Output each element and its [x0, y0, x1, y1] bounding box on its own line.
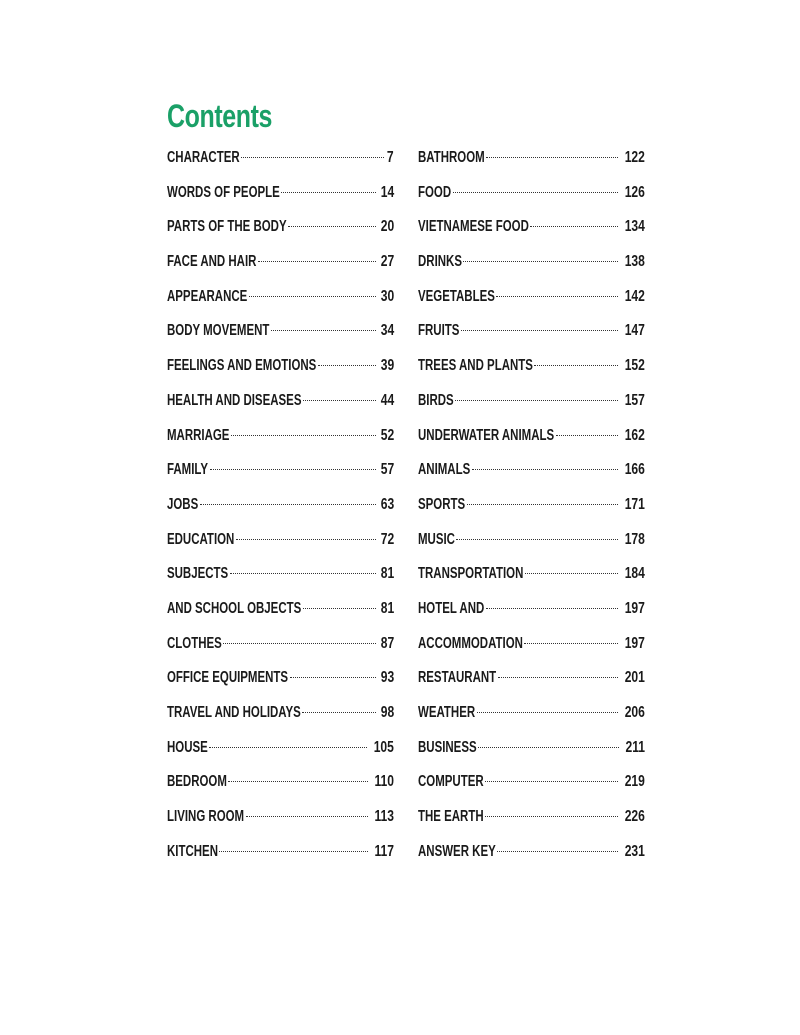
- toc-entry-label: MARRIAGE: [167, 426, 230, 444]
- toc-entry[interactable]: [167, 736, 394, 771]
- toc-entry-page-number: 27: [380, 253, 394, 271]
- toc-entry-page-number: 87: [380, 634, 394, 652]
- toc-entry-label: TRAVEL AND HOLIDAYS: [167, 704, 301, 721]
- toc-entry-page-number: 110: [374, 773, 394, 791]
- toc-entry-label-wrap: [418, 562, 524, 586]
- toc-entry-page-number: 52: [380, 426, 394, 444]
- toc-entry-page-number: 197: [624, 634, 645, 652]
- toc-entry-label-wrap: [167, 181, 280, 205]
- toc-entry[interactable]: [167, 146, 394, 181]
- toc-entry-label: HEALTH AND DISEASES: [167, 391, 302, 409]
- toc-dot-leader: [530, 226, 618, 227]
- toc-entry-label: FRUITS: [418, 322, 460, 340]
- toc-dot-leader: [228, 781, 368, 782]
- toc-dot-leader: [249, 296, 376, 297]
- toc-entry-label-wrap: [167, 632, 222, 656]
- toc-entry-label-wrap: [418, 215, 529, 239]
- toc-entry[interactable]: [167, 528, 394, 563]
- toc-entry-label: LIVING ROOM: [167, 808, 245, 826]
- toc-entry-label-wrap: [418, 493, 466, 517]
- toc-entry-label-wrap: [418, 389, 454, 413]
- toc-dot-leader: [524, 643, 618, 644]
- toc-entry-page-number: 134: [624, 218, 645, 236]
- toc-entry-label: WORDS OF PEOPLE: [167, 183, 280, 201]
- toc-entry-label-wrap: [418, 805, 484, 829]
- toc-entry[interactable]: [418, 354, 645, 389]
- toc-entry-page-number: 197: [624, 599, 645, 617]
- toc-entry-page-number: 113: [374, 808, 394, 826]
- toc-entry-label-wrap: [418, 597, 485, 621]
- toc-dot-leader: [209, 747, 367, 748]
- toc-dot-leader: [456, 539, 618, 540]
- toc-entry[interactable]: [418, 181, 645, 216]
- toc-entry-label-wrap: [418, 250, 462, 274]
- toc-entry-label: ANIMALS: [418, 461, 471, 479]
- page-title: Contents: [167, 98, 273, 134]
- toc-entry-label-wrap: [418, 146, 485, 170]
- toc-entry-page-number: 81: [380, 599, 394, 617]
- toc-entry[interactable]: [167, 597, 394, 632]
- toc-entry[interactable]: [418, 770, 645, 805]
- toc-dot-leader: [303, 400, 376, 401]
- toc-entry-page-number: 162: [624, 426, 645, 444]
- toc-entry-label: BATHROOM: [418, 149, 485, 166]
- toc-entry[interactable]: [167, 493, 394, 528]
- toc-dot-leader: [467, 504, 618, 505]
- toc-dot-leader: [477, 712, 618, 713]
- toc-entry[interactable]: [418, 493, 645, 528]
- toc-dot-leader: [461, 330, 618, 331]
- toc-entry-label: VIETNAMESE FOOD: [418, 218, 529, 236]
- toc-entry[interactable]: [167, 805, 394, 840]
- toc-dot-leader: [290, 677, 376, 678]
- toc-dot-leader: [498, 677, 618, 678]
- toc-entry-label: BODY MOVEMENT: [167, 322, 270, 340]
- toc-entry-page-number: 44: [380, 391, 394, 409]
- toc-entry-page-number: 219: [624, 773, 645, 791]
- toc-entry-page-number: 201: [624, 669, 645, 687]
- toc-entry-label-wrap: [418, 319, 460, 343]
- toc-entry-label-wrap: [167, 250, 257, 274]
- toc-entry-page-number: 157: [624, 391, 645, 409]
- toc-entry[interactable]: [418, 840, 645, 875]
- toc-entry[interactable]: [418, 528, 645, 563]
- toc-dot-leader: [485, 816, 618, 817]
- toc-entry-label: RESTAURANT: [418, 669, 497, 687]
- toc-entry-label: VEGETABLES: [418, 287, 495, 305]
- toc-entry[interactable]: [167, 458, 394, 493]
- toc-entry-label: CLOTHES: [167, 634, 222, 652]
- toc-dot-leader: [236, 539, 376, 540]
- toc-entry-label-wrap: [167, 666, 289, 690]
- toc-right-column: [418, 146, 645, 874]
- toc-entry-page-number: 93: [380, 669, 394, 687]
- toc-dot-leader: [497, 851, 618, 852]
- toc-entry-label: JOBS: [167, 495, 199, 513]
- toc-entry[interactable]: [418, 701, 645, 736]
- toc-entry-label: SUBJECTS: [167, 565, 229, 583]
- toc-entry-label: HOTEL AND: [418, 599, 485, 617]
- toc-entry-page-number: 7: [387, 149, 394, 166]
- toc-entry[interactable]: [418, 146, 645, 181]
- toc-entry[interactable]: [418, 389, 645, 424]
- toc-entry-label-wrap: [418, 285, 495, 309]
- toc-entry-page-number: 30: [380, 287, 394, 305]
- toc-dot-leader: [478, 747, 619, 748]
- toc-entry-label: PARTS OF THE BODY: [167, 218, 287, 236]
- toc-entry[interactable]: [167, 389, 394, 424]
- toc-entry-label: CHARACTER: [167, 149, 240, 166]
- toc-dot-leader: [288, 226, 376, 227]
- toc-entry-label: WEATHER: [418, 704, 476, 721]
- toc-entry[interactable]: [167, 181, 394, 216]
- toc-entry[interactable]: [418, 285, 645, 320]
- toc-entry-page-number: 105: [373, 738, 394, 756]
- toc-entry-label-wrap: [167, 805, 245, 829]
- toc-entry-label: BUSINESS: [418, 738, 477, 756]
- toc-dot-leader: [303, 608, 376, 609]
- toc-entry[interactable]: [167, 562, 394, 597]
- toc-entry[interactable]: [418, 736, 645, 771]
- toc-entry-label: FOOD: [418, 183, 452, 201]
- toc-entry-page-number: 98: [380, 704, 394, 721]
- toc-entry[interactable]: [167, 285, 394, 320]
- toc-entry-page-number: 39: [380, 357, 394, 375]
- toc-entry-page-number: 206: [624, 704, 645, 721]
- toc-entry-label: HOUSE: [167, 738, 208, 756]
- toc-entry-label-wrap: [167, 354, 317, 378]
- toc-entry-label-wrap: [167, 146, 240, 170]
- toc-entry-label: ANSWER KEY: [418, 842, 496, 860]
- toc-entry-label: UNDERWATER ANIMALS: [418, 426, 555, 444]
- toc-entry-label-wrap: [418, 632, 523, 656]
- toc-entry-label-wrap: [418, 458, 471, 482]
- toc-entry-label: TRANSPORTATION: [418, 565, 524, 583]
- toc-entry-label-wrap: [418, 770, 484, 794]
- toc-entry[interactable]: [418, 805, 645, 840]
- toc-entry[interactable]: [418, 597, 645, 632]
- toc-entry-page-number: 178: [624, 530, 645, 548]
- toc-dot-leader: [455, 400, 618, 401]
- toc-dot-leader: [486, 608, 618, 609]
- toc-entry-page-number: 226: [624, 808, 645, 826]
- toc-entry-label: APPEARANCE: [167, 287, 248, 305]
- toc-dot-leader: [230, 573, 376, 574]
- toc-entry-label: AND SCHOOL OBJECTS: [167, 599, 302, 617]
- toc-entry[interactable]: [167, 770, 394, 805]
- toc-entry[interactable]: [418, 458, 645, 493]
- toc-dot-leader: [463, 261, 618, 262]
- toc-entry-label-wrap: [167, 215, 287, 239]
- toc-entry-page-number: 142: [624, 287, 645, 305]
- toc-dot-leader: [486, 157, 618, 158]
- toc-entry-page-number: 14: [380, 183, 394, 201]
- toc-entry-label: KITCHEN: [167, 842, 218, 860]
- toc-entry[interactable]: [167, 666, 394, 701]
- toc-entry-page-number: 152: [624, 357, 645, 375]
- toc-entry[interactable]: [418, 250, 645, 285]
- toc-entry-label-wrap: [418, 424, 555, 448]
- toc-entry-label-wrap: [167, 562, 229, 586]
- toc-entry-label-wrap: [418, 181, 452, 205]
- toc-entry-label: FEELINGS AND EMOTIONS: [167, 357, 317, 375]
- toc-entry-page-number: 147: [624, 322, 645, 340]
- toc-entry-label: MUSIC: [418, 530, 455, 548]
- toc-dot-leader: [556, 435, 618, 436]
- toc-entry-label: BIRDS: [418, 391, 454, 409]
- toc-dot-leader: [525, 573, 618, 574]
- toc-entry-page-number: 231: [624, 842, 645, 860]
- toc-entry-label: SPORTS: [418, 495, 466, 513]
- toc-entry-page-number: 72: [380, 530, 394, 548]
- toc-entry-page-number: 20: [380, 218, 394, 236]
- toc-entry-label-wrap: [167, 701, 301, 725]
- toc-dot-leader: [271, 330, 376, 331]
- toc-entry-label: FAMILY: [167, 461, 209, 479]
- toc-entry-label: THE EARTH: [418, 808, 484, 826]
- toc-entry-label: FACE AND HAIR: [167, 253, 257, 271]
- toc-dot-leader: [485, 781, 618, 782]
- toc-entry-page-number: 122: [624, 149, 645, 166]
- toc-dot-leader: [318, 365, 376, 366]
- toc-entry-label-wrap: [167, 458, 209, 482]
- toc-entry-label: ACCOMMODATION: [418, 634, 523, 652]
- toc-entry-label-wrap: [418, 666, 497, 690]
- toc-entry-label: COMPUTER: [418, 773, 484, 791]
- toc-entry-label-wrap: [167, 528, 235, 552]
- toc-dot-leader: [246, 816, 368, 817]
- toc-entry-label-wrap: [167, 319, 270, 343]
- toc-entry-page-number: 117: [374, 842, 394, 860]
- toc-entry[interactable]: [418, 562, 645, 597]
- toc-entry-label-wrap: [167, 770, 227, 794]
- toc-entry-label: BEDROOM: [167, 773, 227, 791]
- toc-entry-page-number: 138: [624, 253, 645, 271]
- toc-dot-leader: [281, 192, 376, 193]
- toc-dot-leader: [219, 851, 368, 852]
- toc-entry-page-number: 211: [625, 738, 645, 756]
- toc-dot-leader: [534, 365, 618, 366]
- toc-entry[interactable]: [167, 701, 394, 736]
- toc-entry[interactable]: [418, 424, 645, 459]
- toc-entry-label-wrap: [167, 424, 230, 448]
- toc-entry[interactable]: [418, 632, 645, 667]
- toc-entry-page-number: 34: [380, 322, 394, 340]
- toc-entry-page-number: 184: [624, 565, 645, 583]
- toc-entry-label-wrap: [167, 285, 248, 309]
- toc-dot-leader: [223, 643, 376, 644]
- toc-dot-leader: [210, 469, 376, 470]
- toc-entry-label-wrap: [167, 389, 302, 413]
- toc-dot-leader: [453, 192, 618, 193]
- toc-entry-label-wrap: [167, 736, 208, 760]
- toc-entry-label-wrap: [418, 736, 477, 760]
- toc-entry-page-number: 166: [624, 461, 645, 479]
- toc-entry-page-number: 57: [380, 461, 394, 479]
- toc-entry-label-wrap: [167, 597, 302, 621]
- toc-dot-leader: [472, 469, 618, 470]
- toc-dot-leader: [258, 261, 376, 262]
- toc-entry[interactable]: [167, 632, 394, 667]
- toc-entry[interactable]: [167, 250, 394, 285]
- toc-entry-label-wrap: [418, 840, 496, 864]
- toc-entry-label-wrap: [418, 701, 476, 725]
- toc-entry-page-number: 171: [624, 495, 645, 513]
- toc-entry[interactable]: [418, 666, 645, 701]
- toc-entry-label: DRINKS: [418, 253, 462, 271]
- toc-entry[interactable]: [167, 319, 394, 354]
- toc-entry-label-wrap: [167, 493, 199, 517]
- toc-left-column: [167, 146, 394, 874]
- toc-entry[interactable]: [418, 215, 645, 250]
- toc-entry-label: OFFICE EQUIPMENTS: [167, 669, 289, 687]
- toc-entry[interactable]: [167, 424, 394, 459]
- toc-dot-leader: [241, 157, 384, 158]
- toc-entry-page-number: 126: [624, 183, 645, 201]
- toc-dot-leader: [302, 712, 376, 713]
- toc-dot-leader: [496, 296, 618, 297]
- toc-entry[interactable]: [418, 319, 645, 354]
- toc-entry-label-wrap: [167, 840, 218, 864]
- toc-entry[interactable]: [167, 840, 394, 875]
- toc-entry-label: TREES AND PLANTS: [418, 357, 533, 375]
- toc-entry-page-number: 63: [380, 495, 394, 513]
- toc-entry-label: EDUCATION: [167, 530, 235, 548]
- toc-entry[interactable]: [167, 354, 394, 389]
- toc-entry-label-wrap: [418, 528, 455, 552]
- toc-dot-leader: [231, 435, 376, 436]
- toc-entry-page-number: 81: [380, 565, 394, 583]
- toc-dot-leader: [200, 504, 376, 505]
- toc-entry[interactable]: [167, 215, 394, 250]
- toc-entry-label-wrap: [418, 354, 533, 378]
